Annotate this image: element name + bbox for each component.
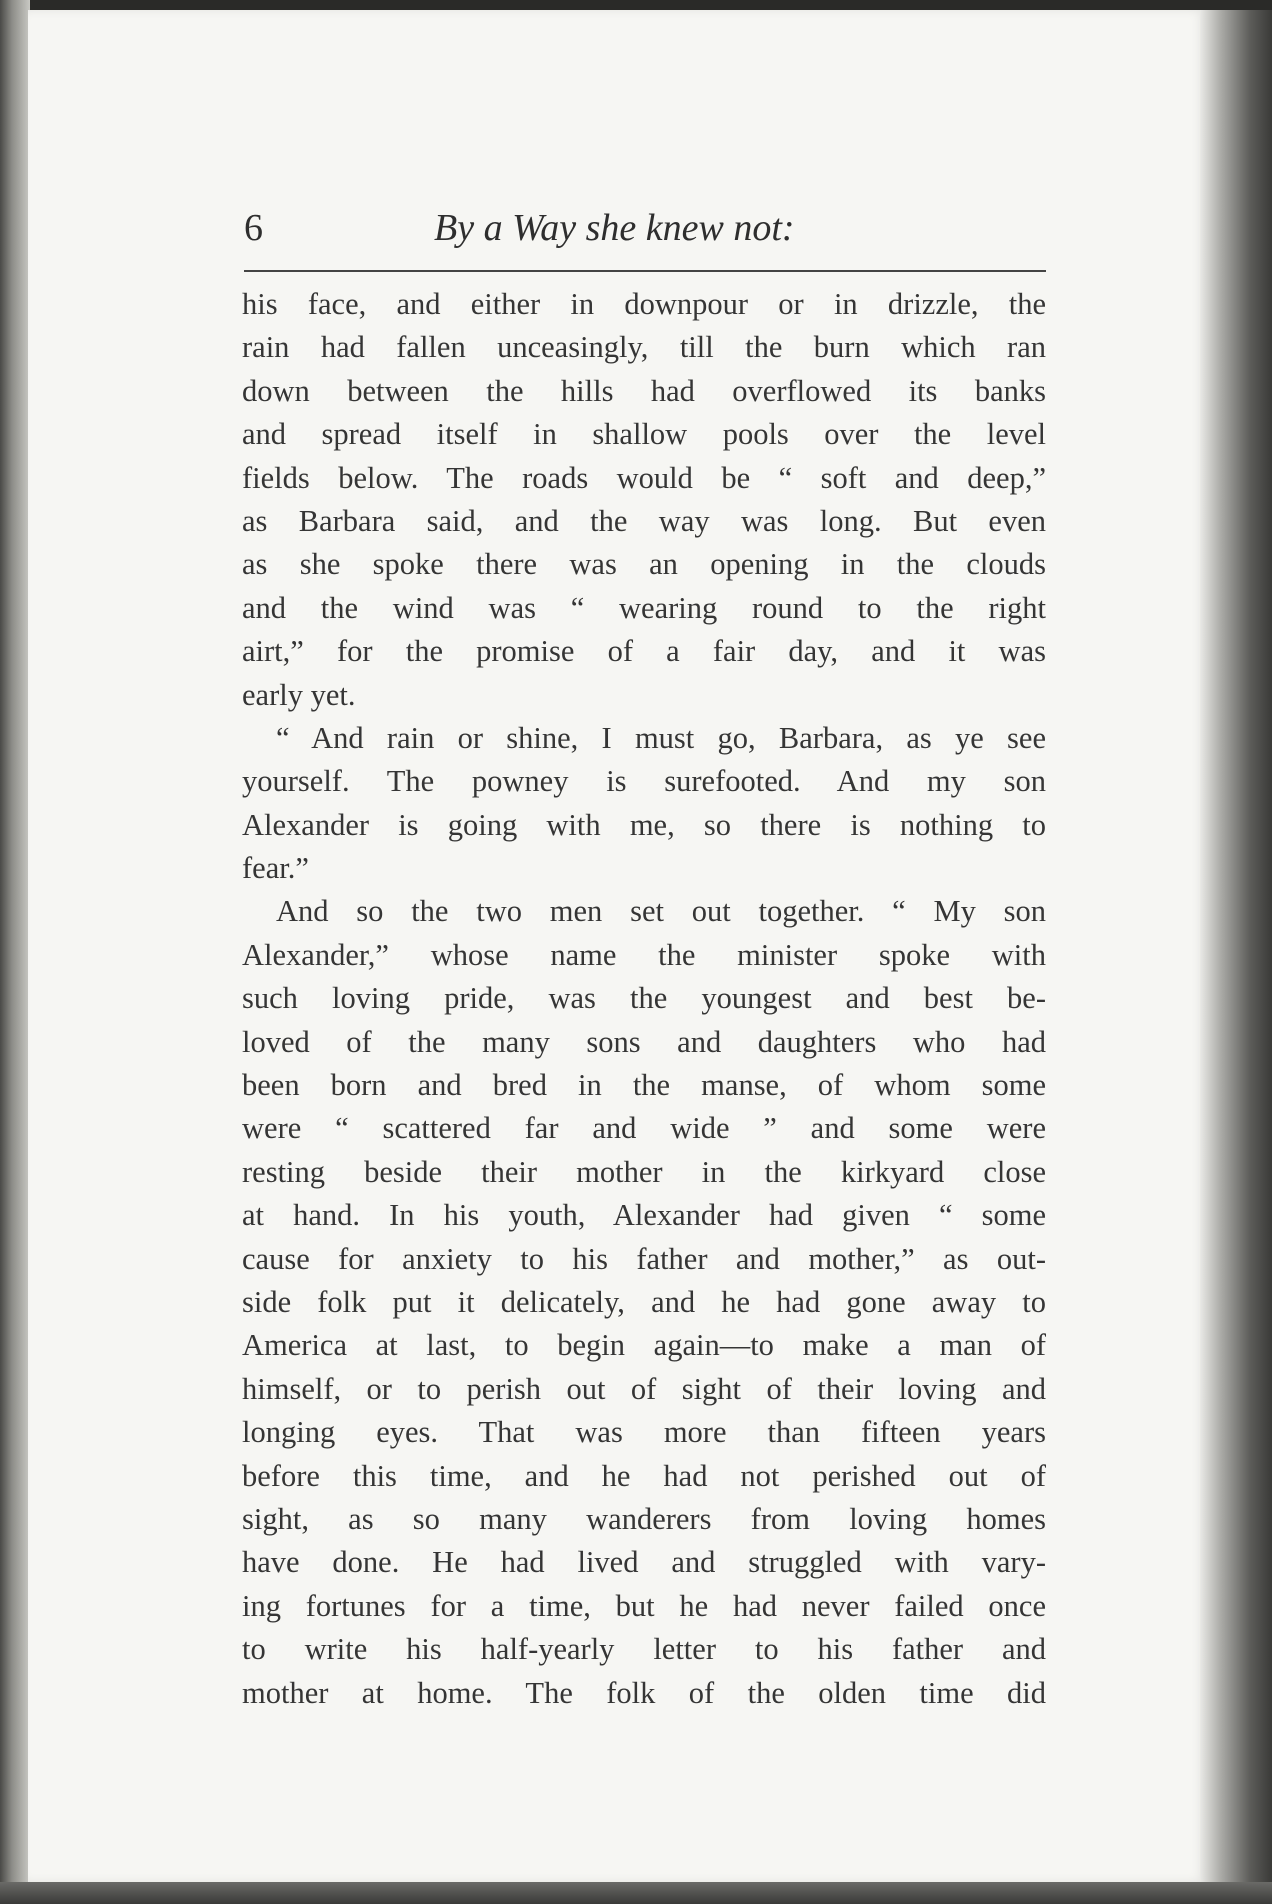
text-line: and spread itself in shallow pools over the level — [242, 417, 1046, 452]
paragraph-end-line: fear.” — [242, 851, 309, 886]
text-line: longing eyes. That was more than fifteen years — [242, 1415, 1046, 1450]
text-line: ing fortunes for a time, but he had never failed once — [242, 1588, 1046, 1623]
text-line: America at last, to begin again—to make a man of — [242, 1328, 1046, 1363]
text-line: himself, or to perish out of sight of their loving and — [242, 1371, 1046, 1406]
text-line: mother at home. The folk of the olden time did — [242, 1675, 1046, 1710]
text-line: to write his half-yearly letter to his father and — [242, 1632, 1046, 1667]
text-line: cause for anxiety to his father and mother,” as out- — [242, 1241, 1046, 1276]
text-line: have done. He had lived and struggled with vary- — [242, 1545, 1046, 1580]
text-line: airt,” for the promise of a fair day, and it was — [242, 634, 1046, 669]
text-line: Alexander is going with me, so there is nothing to — [242, 807, 1046, 842]
text-line: and the wind was “ wearing round to the right — [242, 590, 1046, 625]
body-text — [242, 283, 1046, 1715]
text-line: were “ scattered far and wide ” and some were — [242, 1111, 1046, 1146]
book-spine-edge — [0, 0, 30, 1904]
text-line: Alexander,” whose name the minister spoke with — [242, 937, 1046, 972]
text-line: his face, and either in downpour or in drizzle, the — [242, 287, 1046, 321]
text-line: at hand. In his youth, Alexander had given “ some — [242, 1198, 1046, 1233]
text-line: side folk put it delicately, and he had gone away to — [242, 1284, 1046, 1319]
text-line: before this time, and he had not perished out of — [242, 1458, 1046, 1493]
text-line: down between the hills had overflowed its banks — [242, 373, 1046, 408]
text-line: such loving pride, was the youngest and best be- — [242, 981, 1046, 1016]
scan-bottom-edge — [0, 1882, 1272, 1904]
text-line: loved of the many sons and daughters who had — [242, 1024, 1046, 1059]
text-line: fields below. The roads would be “ soft and deep,” — [242, 460, 1046, 495]
text-line: yourself. The powney is surefooted. And my son — [242, 764, 1046, 799]
text-line: as Barbara said, and the way was long. But even — [242, 503, 1046, 538]
header-rule — [244, 270, 1046, 272]
page-right-shadow — [1200, 10, 1272, 1890]
text-line: resting beside their mother in the kirkyard close — [242, 1154, 1046, 1189]
text-line: rain had fallen unceasingly, till the burn which ran — [242, 330, 1046, 365]
paragraph-end-line: early yet. — [242, 677, 356, 712]
text-line: sight, as so many wanderers from loving homes — [242, 1501, 1046, 1536]
paragraph-start-line: And so the two men set out together. “ My son — [276, 894, 1046, 929]
running-title: By a Way she knew not: — [434, 207, 795, 249]
paragraph-start-line: “ And rain or shine, I must go, Barbara, as ye see — [276, 720, 1046, 755]
text-line: as she spoke there was an opening in the clouds — [242, 547, 1046, 582]
running-head — [244, 200, 1044, 260]
page-number: 6 — [244, 207, 263, 249]
text-line: been born and bred in the manse, of whom some — [242, 1068, 1046, 1103]
